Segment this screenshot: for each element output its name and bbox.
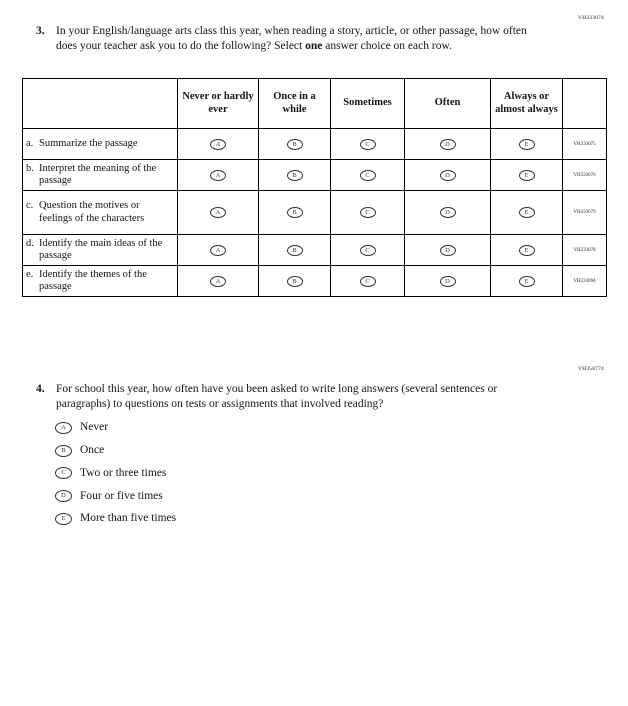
column-header: Always or almost always	[491, 79, 563, 129]
header-empty	[23, 79, 178, 129]
answer-bubble[interactable]: B	[55, 445, 72, 457]
question-text	[56, 24, 546, 53]
column-header: Once in a while	[259, 79, 331, 129]
header-code-empty	[563, 79, 607, 129]
answer-bubble[interactable]: B	[287, 276, 303, 287]
answer-bubble[interactable]: E	[519, 139, 535, 150]
row-label: Identify the themes of the passage	[39, 268, 147, 292]
answer-bubble[interactable]: A	[210, 245, 226, 256]
column-header: Sometimes	[331, 79, 405, 129]
question-text: For school this year, how often have you been asked to write long answers (several sentences or paragraphs) to questions on tests or assignments that involved reading?	[56, 383, 498, 410]
answer-bubble[interactable]: B	[287, 170, 303, 181]
answer-bubble[interactable]: C	[55, 467, 72, 479]
option-row	[55, 489, 546, 504]
row-label-cell	[23, 160, 178, 191]
answer-bubble[interactable]: E	[519, 245, 535, 256]
answer-bubble[interactable]: A	[210, 207, 226, 218]
answer-bubble[interactable]: E	[519, 170, 535, 181]
row-code: VH333076	[563, 160, 607, 191]
option-label: Never	[80, 421, 109, 434]
answer-bubble[interactable]: B	[287, 207, 303, 218]
answer-cell	[405, 235, 491, 266]
accession-code-q4: VH358774	[577, 366, 604, 372]
row-letter: e.	[26, 268, 34, 280]
answer-cell	[491, 129, 563, 160]
answer-bubble[interactable]: C	[360, 207, 376, 218]
answer-cell	[178, 235, 259, 266]
row-letter: a.	[26, 137, 34, 149]
answer-cell	[178, 266, 259, 297]
row-label: Interpret the meaning of the passage	[39, 162, 157, 186]
answer-bubble[interactable]: D	[440, 170, 456, 181]
row-label: Identify the main ideas of the passage	[39, 237, 163, 261]
row-letter: d.	[26, 237, 34, 249]
answer-cell	[259, 160, 331, 191]
answer-cell	[405, 266, 491, 297]
answer-matrix-table	[22, 78, 607, 297]
answer-bubble[interactable]: C	[360, 245, 376, 256]
answer-bubble[interactable]: C	[360, 139, 376, 150]
column-header: Never or hardly ever	[178, 79, 259, 129]
answer-cell	[259, 235, 331, 266]
answer-bubble[interactable]: C	[360, 170, 376, 181]
answer-cell	[259, 129, 331, 160]
answer-bubble[interactable]: D	[440, 139, 456, 150]
row-code: VH333075	[563, 129, 607, 160]
table-row	[23, 266, 607, 297]
answer-bubble[interactable]: E	[519, 276, 535, 287]
option-row	[55, 466, 546, 481]
table-header-row	[23, 79, 607, 129]
option-label: Four or five times	[80, 489, 163, 502]
answer-cell	[491, 266, 563, 297]
question-3	[36, 24, 546, 53]
row-letter: b.	[26, 162, 34, 174]
row-label: Question the motives or feelings of the characters	[39, 200, 145, 224]
answer-bubble[interactable]: E	[519, 207, 535, 218]
answer-cell	[405, 160, 491, 191]
answer-bubble[interactable]: A	[210, 139, 226, 150]
answer-cell	[491, 191, 563, 235]
row-code: VH333079	[563, 191, 607, 235]
answer-bubble[interactable]: D	[440, 207, 456, 218]
prompt-bold-word: one	[305, 39, 323, 52]
option-label: Once	[80, 444, 105, 457]
row-code: VH333078	[563, 235, 607, 266]
answer-cell	[178, 191, 259, 235]
option-label: Two or three times	[80, 466, 167, 479]
answer-cell	[405, 129, 491, 160]
answer-bubble[interactable]: C	[360, 276, 376, 287]
answer-bubble[interactable]: E	[55, 513, 72, 525]
table-row	[23, 235, 607, 266]
answer-cell	[178, 129, 259, 160]
answer-cell	[331, 191, 405, 235]
prompt-before: In your English/language arts class this year, when reading a story, article, or other passage, how often does your teacher ask you to do the following? Select	[56, 25, 527, 52]
row-code: VH333094	[563, 266, 607, 297]
answer-cell	[331, 160, 405, 191]
answer-cell	[259, 266, 331, 297]
answer-cell	[259, 191, 331, 235]
answer-bubble[interactable]: A	[210, 276, 226, 287]
answer-bubble[interactable]: B	[287, 139, 303, 150]
row-label-cell	[23, 235, 178, 266]
answer-bubble[interactable]: A	[55, 422, 72, 434]
prompt-after: answer choice on each row.	[322, 39, 452, 52]
question-number: 4.	[36, 383, 45, 395]
row-label-cell	[23, 129, 178, 160]
answer-cell	[331, 235, 405, 266]
option-label: More than five times	[80, 512, 177, 525]
answer-bubble[interactable]: D	[440, 245, 456, 256]
answer-bubble[interactable]: B	[287, 245, 303, 256]
option-row	[55, 443, 546, 458]
answer-cell	[491, 160, 563, 191]
table-row	[23, 191, 607, 235]
question-number: 3.	[36, 25, 45, 37]
table-row	[23, 129, 607, 160]
table-row	[23, 160, 607, 191]
answer-cell	[178, 160, 259, 191]
row-letter: c.	[26, 200, 34, 212]
row-label-cell	[23, 266, 178, 297]
answer-cell	[331, 266, 405, 297]
option-row	[55, 420, 546, 435]
question-4	[36, 382, 546, 534]
answer-bubble[interactable]: D	[440, 276, 456, 287]
answer-bubble[interactable]: D	[55, 490, 72, 502]
row-label: Summarize the passage	[39, 137, 138, 149]
answer-bubble[interactable]: A	[210, 170, 226, 181]
answer-options	[55, 420, 546, 534]
row-label-cell	[23, 191, 178, 235]
answer-cell	[331, 129, 405, 160]
option-row	[55, 511, 546, 526]
answer-cell	[491, 235, 563, 266]
column-header: Often	[405, 79, 491, 129]
answer-cell	[405, 191, 491, 235]
accession-code-q3: VH333074	[577, 15, 604, 21]
